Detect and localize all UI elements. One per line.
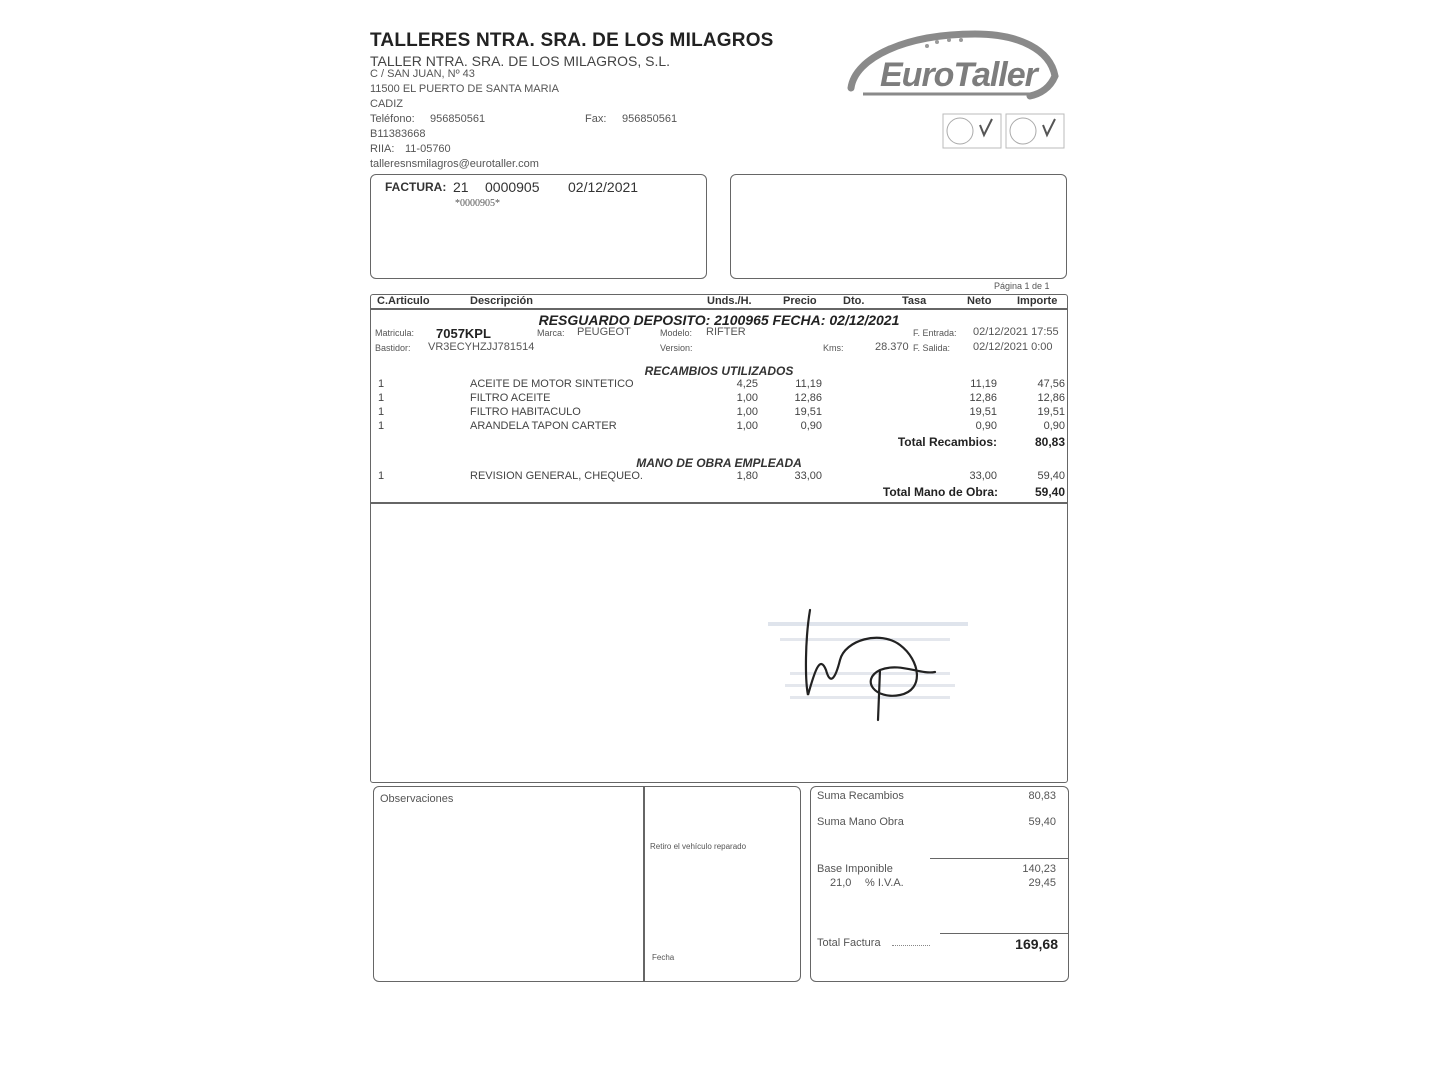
part-price: 19,51 xyxy=(794,406,822,418)
company-province: CADIZ xyxy=(370,98,403,110)
plate-value: 7057KPL xyxy=(436,326,491,341)
part-code: 1 xyxy=(378,378,385,390)
chassis-value: VR3ECYHZJJ781514 xyxy=(428,341,535,353)
company-cif: B11383668 xyxy=(370,128,426,140)
customer-box xyxy=(730,174,1067,279)
brand-label: Marca: xyxy=(537,328,565,338)
col-rate: Tasa xyxy=(902,295,927,307)
model-value: RIFTER xyxy=(706,326,746,338)
fax-value: 956850561 xyxy=(622,113,678,125)
sum-labor-value: 59,40 xyxy=(1028,816,1056,828)
part-price: 0,90 xyxy=(800,420,822,432)
invoice-label: FACTURA: xyxy=(385,180,447,194)
sum-labor-label: Suma Mano Obra xyxy=(817,816,904,828)
sum-parts-value: 80,83 xyxy=(1028,790,1056,802)
total-value: 169,68 xyxy=(1015,936,1058,952)
labor-amount: 59,40 xyxy=(1037,470,1065,482)
col-price: Precio xyxy=(783,295,817,307)
total-label: Total Factura xyxy=(817,937,881,949)
part-units: 1,00 xyxy=(736,392,758,404)
brand-value: PEUGEOT xyxy=(577,326,631,338)
total-divider xyxy=(940,933,1069,934)
col-code: C.Articulo xyxy=(377,295,430,307)
vat-value: 29,45 xyxy=(1028,877,1056,889)
rii-value: 11-05760 xyxy=(405,143,451,155)
environment-badge-icon xyxy=(1006,114,1064,148)
parts-total-label: Total Recambios: xyxy=(897,435,997,449)
part-net: 0,90 xyxy=(975,420,997,432)
exit-value: 02/12/2021 0:00 xyxy=(973,341,1053,353)
part-desc: ARANDELA TAPON CARTER xyxy=(470,420,617,432)
part-amount: 19,51 xyxy=(1037,406,1065,418)
company-email[interactable]: talleresnsmilagros@eurotaller.com xyxy=(370,158,539,170)
parts-title: RECAMBIOS UTILIZADOS xyxy=(644,364,794,378)
pickup-label: Retiro el vehículo reparado xyxy=(650,842,747,851)
signature-stamp xyxy=(760,600,980,735)
quality-badge-icon xyxy=(943,114,1001,148)
subtotal-divider xyxy=(930,858,1069,859)
plate-label: Matricula: xyxy=(375,328,415,338)
exit-label: F. Salida: xyxy=(913,343,951,353)
labor-units: 1,80 xyxy=(736,470,758,482)
eurotaller-logo xyxy=(845,28,1060,108)
sum-parts-label: Suma Recambios xyxy=(817,790,904,802)
kms-label: Kms: xyxy=(823,343,844,353)
labor-net: 33,00 xyxy=(969,470,997,482)
company-title: TALLERES NTRA. SRA. DE LOS MILAGROS xyxy=(370,30,774,51)
certification-badges xyxy=(942,113,1067,151)
model-label: Modelo: xyxy=(660,328,693,338)
part-code: 1 xyxy=(378,406,385,418)
chassis-label: Bastidor: xyxy=(375,343,411,353)
col-amount: Importe xyxy=(1017,295,1058,307)
part-units: 4,25 xyxy=(736,378,758,390)
base-value: 140,23 xyxy=(1022,863,1056,875)
invoice-number: 0000905 xyxy=(485,179,540,195)
labor-total: 59,40 xyxy=(1034,485,1065,499)
labor-title: MANO DE OBRA EMPLEADA xyxy=(636,456,802,470)
company-address: C / SAN JUAN, Nº 43 xyxy=(370,68,475,80)
entry-value: 02/12/2021 17:55 xyxy=(973,326,1059,338)
part-net: 11,19 xyxy=(970,378,997,390)
part-desc: ACEITE DE MOTOR SINTETICO xyxy=(470,378,634,390)
col-description: Descripción xyxy=(470,295,533,307)
labor-code: 1 xyxy=(378,470,385,482)
labor-total-label: Total Mano de Obra: xyxy=(882,485,998,499)
observations-box xyxy=(373,786,801,982)
deposit-title: RESGUARDO DEPOSITO: 2100965 FECHA: 02/12/2021 xyxy=(538,312,900,328)
col-discount: Dto. xyxy=(843,295,865,307)
header-divider xyxy=(370,308,1068,310)
invoice-barcode-text: *0000905* xyxy=(455,198,500,209)
rii-label: RIIA: xyxy=(370,143,395,155)
version-label: Version: xyxy=(660,343,693,353)
base-label: Base Imponible xyxy=(817,863,893,875)
page-label: Página 1 de 1 xyxy=(994,281,1050,291)
company-legal-name: TALLER NTRA. SRA. DE LOS MILAGROS, S.L. xyxy=(370,53,671,69)
fax-label: Fax: xyxy=(585,113,607,125)
vat-label: % I.V.A. xyxy=(865,877,904,889)
observations-label: Observaciones xyxy=(380,793,454,805)
stamp-icon xyxy=(768,622,968,699)
phone-label: Teléfono: xyxy=(370,113,415,125)
part-amount: 47,56 xyxy=(1037,378,1065,390)
part-net: 12,86 xyxy=(969,392,997,404)
date-label: Fecha xyxy=(652,953,675,962)
part-units: 1,00 xyxy=(736,420,758,432)
parts-total: 80,83 xyxy=(1034,435,1065,449)
part-price: 12,86 xyxy=(794,392,822,404)
labor-desc: REVISION GENERAL, CHEQUEO. xyxy=(470,470,643,482)
entry-label: F. Entrada: xyxy=(913,328,957,338)
col-units: Unds./H. xyxy=(707,295,752,307)
company-city: 11500 EL PUERTO DE SANTA MARIA xyxy=(370,83,559,95)
phone-value: 956850561 xyxy=(430,113,486,125)
vat-rate: 21,0 xyxy=(830,877,852,889)
invoice-date: 02/12/2021 xyxy=(568,179,639,195)
part-desc: FILTRO ACEITE xyxy=(470,392,551,404)
part-code: 1 xyxy=(378,420,385,432)
observations-divider xyxy=(643,786,645,982)
part-desc: FILTRO HABITACULO xyxy=(470,406,581,418)
col-net: Neto xyxy=(967,295,992,307)
labor-price: 33,00 xyxy=(794,470,822,482)
invoice-series: 21 xyxy=(453,179,469,195)
part-net: 19,51 xyxy=(969,406,997,418)
part-code: 1 xyxy=(378,392,385,404)
kms-value: 28.370 xyxy=(875,341,909,353)
part-amount: 0,90 xyxy=(1043,420,1065,432)
logo-text: EuroTaller xyxy=(880,56,1037,94)
part-units: 1,00 xyxy=(736,406,758,418)
part-price: 11,19 xyxy=(795,378,822,390)
total-leader xyxy=(892,945,930,946)
part-amount: 12,86 xyxy=(1037,392,1065,404)
signature-icon xyxy=(806,610,935,720)
items-divider xyxy=(370,502,1068,504)
